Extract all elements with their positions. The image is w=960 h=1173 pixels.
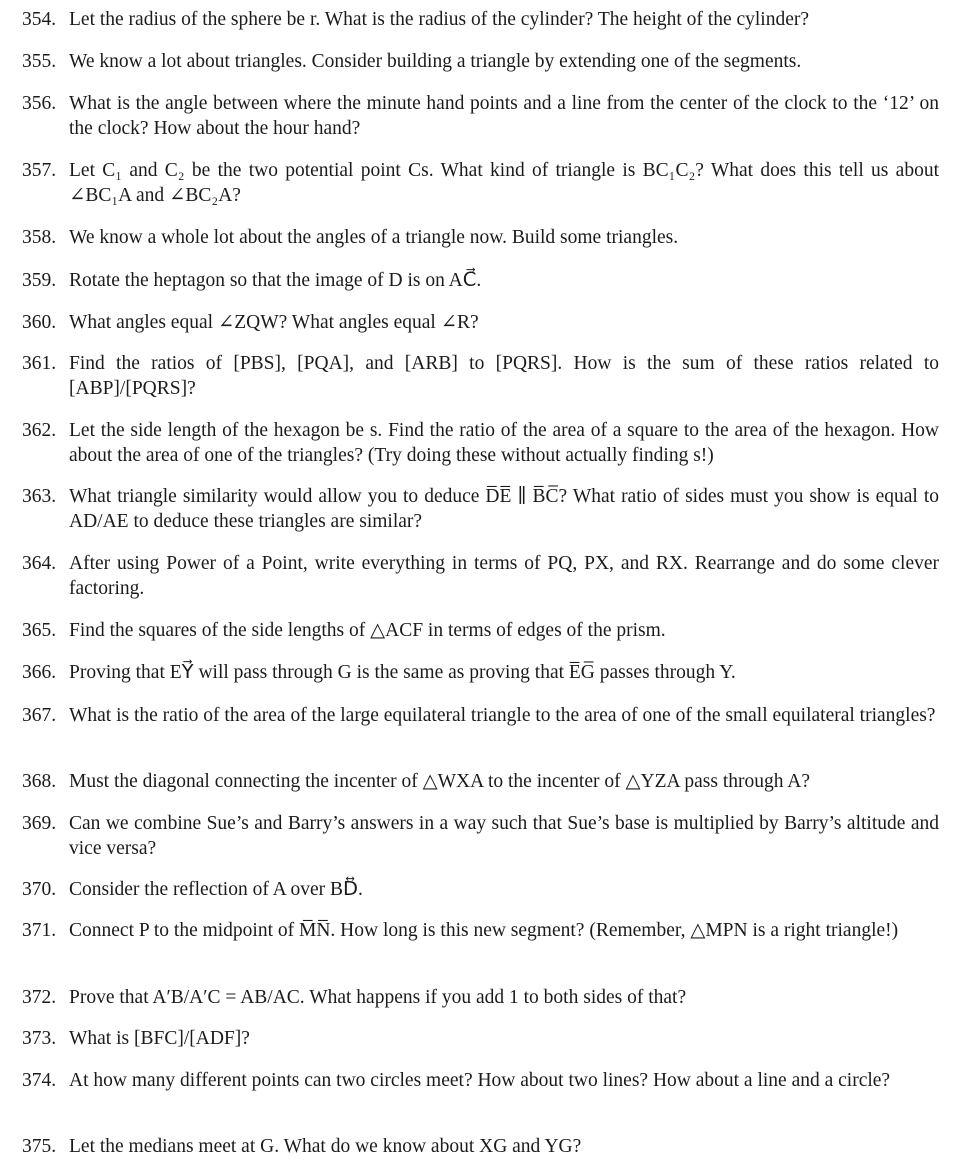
hint-number: 367. — [22, 705, 57, 726]
hint-number: 372. — [22, 987, 57, 1008]
hint-number: 360. — [22, 312, 57, 333]
hint-text: Find the squares of the side lengths of △ACF in terms of edges of the prism. — [69, 620, 666, 641]
hint-text: Must the diagonal connecting the incenter of △WXA to the incenter of △YZA pass through A? — [69, 771, 811, 792]
hint-number: 364. — [22, 553, 57, 574]
hint-text: Prove that A′B/A′C = AB/AC. What happens if you add 1 to both sides of that? — [69, 987, 687, 1008]
hint-number: 356. — [22, 93, 57, 114]
hint-text: Connect P to the midpoint of M̅N̅. How long is this new segment? (Remember, △MPN is a right triangle!) — [69, 920, 899, 941]
hint-text: We know a whole lot about the angles of a triangle now. Build some triangles. — [69, 227, 679, 248]
hint-text: At how many different points can two circles meet? How about two lines? How about a line and a circle? — [69, 1070, 891, 1091]
hint-text: What angles equal ∠ZQW? What angles equal ∠R? — [69, 312, 479, 333]
hint-text: Let the medians meet at G. What do we know about XG and YG? — [69, 1136, 582, 1157]
hint-text: Consider the reflection of A over BD⃡. — [69, 879, 363, 900]
hint-number: 370. — [22, 879, 57, 900]
hint-number: 371. — [22, 920, 57, 941]
hint-number: 361. — [22, 353, 57, 374]
hint-number: 358. — [22, 227, 57, 248]
hint-number: 369. — [22, 813, 57, 834]
hint-text: After using Power of a Point, write everything in terms of PQ, PX, and RX. Rearrange and do some clever factoring. — [69, 553, 939, 599]
hint-number: 357. — [22, 160, 57, 181]
hint-text: What triangle similarity would allow you to deduce D̅E̅ ∥ B̅C̅? What ratio of sides must you show is equal to AD/AE to deduce these triangles are similar? — [69, 486, 939, 532]
hint-text: Let the radius of the sphere be r. What is the radius of the cylinder? The height of the cylinder? — [69, 9, 810, 30]
hint-text: Can we combine Sue’s and Barry’s answers in a way such that Sue’s base is multiplied by Barry’s altitude and vice versa? — [69, 813, 939, 859]
hint-number: 366. — [22, 662, 57, 683]
hint-text: Let the side length of the hexagon be s. Find the ratio of the area of a square to the area of the hexagon. How about the area of one of the triangles? (Try doing these without actually finding s!) — [69, 420, 939, 466]
hint-number: 374. — [22, 1070, 57, 1091]
hint-text: What is the angle between where the minute hand points and a line from the center of the clock to the ‘12’ on the clock? How about the hour hand? — [69, 93, 939, 139]
hint-number: 363. — [22, 486, 57, 507]
hint-text: Rotate the heptagon so that the image of D is on AC⃗. — [69, 270, 482, 291]
hint-number: 362. — [22, 420, 57, 441]
hint-number: 373. — [22, 1028, 57, 1049]
hint-text: We know a lot about triangles. Consider building a triangle by extending one of the segments. — [69, 51, 802, 72]
hint-number: 359. — [22, 270, 57, 291]
hint-text: Let C₁ and C₂ be the two potential point Cs. What kind of triangle is BC₁C₂? What does this tell us about ∠BC₁A and ∠BC₂A? — [69, 160, 939, 206]
hint-number: 354. — [22, 9, 57, 30]
hint-number: 365. — [22, 620, 57, 641]
hint-text: What is [BFC]/[ADF]? — [69, 1028, 250, 1049]
hint-text: What is the ratio of the area of the large equilateral triangle to the area of one of the small equilateral triangles? — [69, 705, 936, 726]
hint-text: Find the ratios of [PBS], [PQA], and [ARB] to [PQRS]. How is the sum of these ratios related to [ABP]/[PQRS]? — [69, 353, 939, 399]
hint-number: 355. — [22, 51, 57, 72]
hint-number: 375. — [22, 1136, 57, 1157]
hint-number: 368. — [22, 771, 57, 792]
hint-text: Proving that EY⃗ will pass through G is the same as proving that E̅G̅ passes through Y. — [69, 662, 736, 683]
